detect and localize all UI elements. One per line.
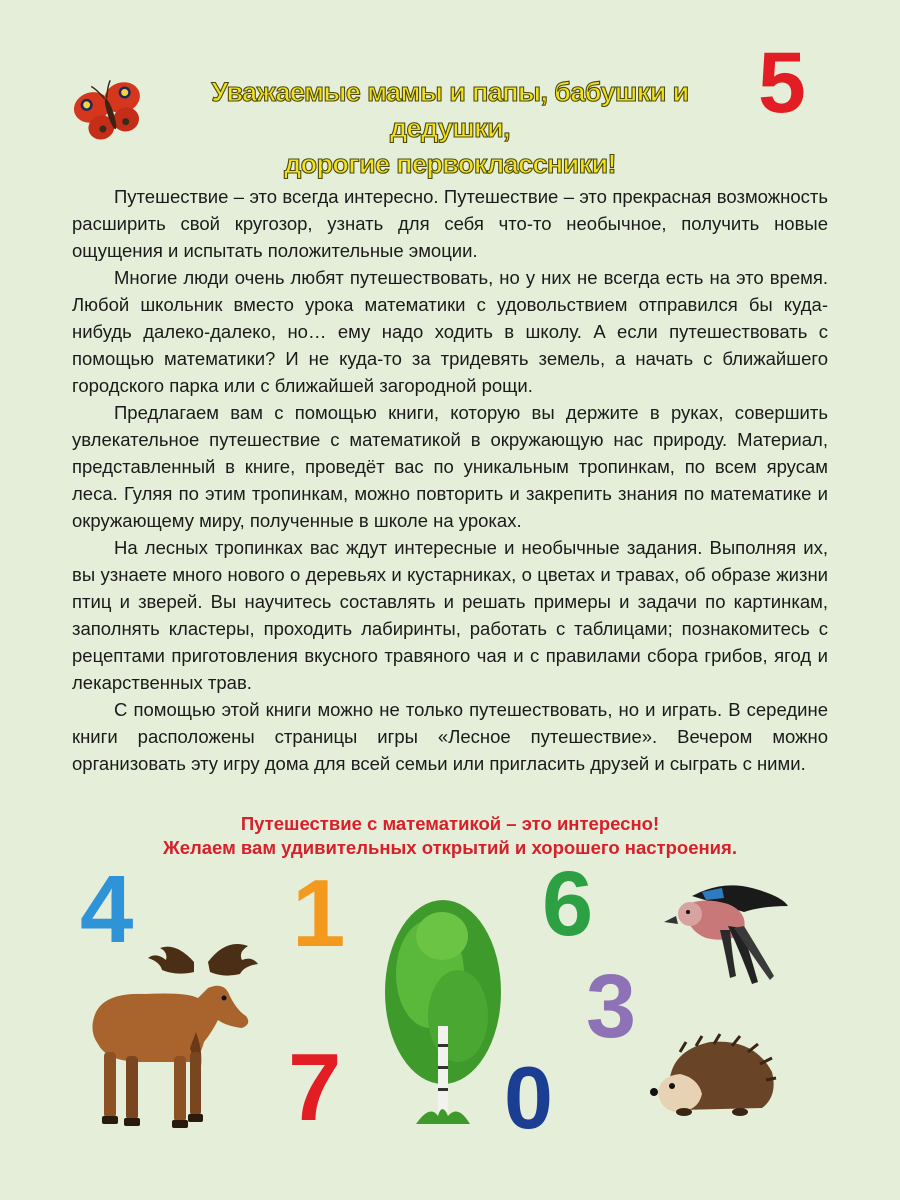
page-number: 5 [758, 35, 806, 131]
digit-three: 3 [586, 957, 637, 1057]
body-text [72, 183, 828, 777]
digit-seven: 7 [288, 1034, 342, 1141]
paragraph-4: На лесных тропинках вас ждут интересные и необычные задания. Выполняя их, вы узнаете много нового о деревьях и кустарниках, о цветах и травах, об образе жизни птиц и зверей. Вы научитесь составлять и решать примеры и задачи по картинкам, заполнять кластеры, проходить лабиринты, работать с таблицами; познакомитесь с рецептами приготовления вкусного травяного чая и с правилами сбора грибов, ягод и лекарственных трав. [72, 537, 828, 693]
jay-bird-illustration [662, 866, 792, 990]
hedgehog-illustration [650, 1032, 778, 1118]
digit-six: 6 [542, 853, 594, 955]
digit-four: 4 [80, 856, 134, 963]
closing-line-1: Путешествие с математикой – это интересно! [240, 813, 660, 834]
paragraph-3: Предлагаем вам с помощью книги, которую вы держите в руках, совершить увлекательное путешествие с математикой в окружающую нас природу. Материал, представленный в книге, проведёт вас по уникальным тропинкам, по всем ярусам леса. Гуляя по этим тропинкам, можно повторить и закрепить знания по математике и окружающему миру, полученные в школе на уроках. [72, 402, 828, 531]
birch-tree-illustration [380, 896, 506, 1128]
digit-one: 1 [292, 860, 346, 967]
moose-illustration [76, 932, 266, 1132]
closing-line-2: Желаем вам удивительных открытий и хорошего настроения. [163, 837, 737, 858]
digit-zero: 0 [504, 1048, 553, 1147]
butterfly-icon [74, 76, 146, 148]
heading-line-2: дорогие первоклассники! [284, 149, 616, 179]
paragraph-5: С помощью этой книги можно не только путешествовать, но и играть. В середине книги расположены страницы игры «Лесное путешествие». Вечером можно организовать эту игру дома для всей семьи или пригласить друзей и сыграть с ними. [72, 699, 828, 774]
paragraph-2: Многие люди очень любят путешествовать, но у них не всегда есть на это время. Любой школьник вместо урока математики с удовольствием отправился бы куда-нибудь далеко-далеко, но… ему надо ходить в школу. А если путешествовать с помощью математики? И не куда-то за тридевять земель, а начать с ближайшего городского парка или с ближайшей загородной рощи. [72, 267, 828, 396]
heading-line-1: Уважаемые мамы и папы, бабушки и дедушки, [211, 77, 689, 143]
closing-message [72, 812, 828, 860]
paragraph-1: Путешествие – это всегда интересно. Путешествие – это прекрасная возможность расширить свой кругозор, узнать для себя что-то необычное, получить новые ощущения и испытать положительные эмоции. [72, 186, 828, 261]
page-heading [150, 74, 750, 182]
